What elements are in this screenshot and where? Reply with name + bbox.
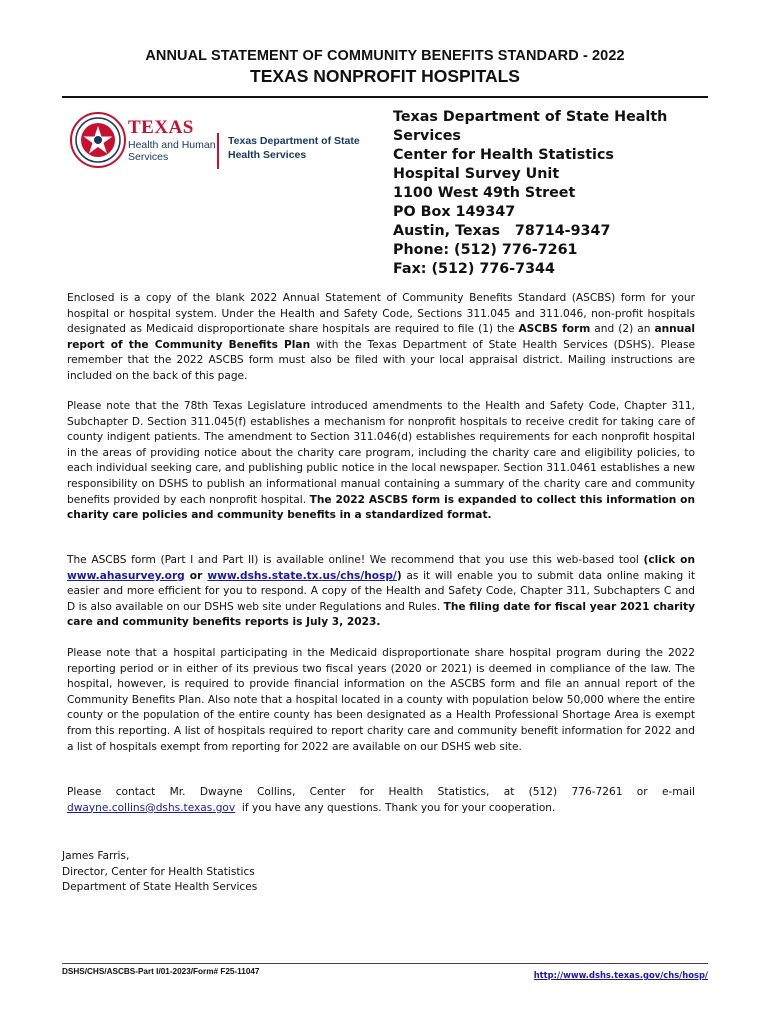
paragraph-compliance: Please note that a hospital participating in the Medicaid disproportionate share hospital program during the 2022 reporting period or in either of its previous two fiscal years (2020 or 2021) is deemed in compliance of the law. The hospital, however, is required to provide financial information on the ASCBS form and file an annual report of the Community Benefits Plan. Also note that a hospital located in a county with population below 50,000 where the entire county or the population of the entire county has been designated as a Health Professional Shortage Area is exempt from this reporting. A list of hospitals required to report charity care and community benefit information for 2022 and a list of hospitals exempt from reporting for 2022 are available on our DSHS web site. [67,647,695,753]
form-number: DSHS/CHS/ASCBS-Part I/01-2023/Form# F25-11047 [62,967,260,976]
address-line: Texas Department of State Health [393,109,668,125]
footer-divider [62,963,708,964]
logo-dshs-text: Texas Department of State Health Services [228,135,360,161]
paragraph-legislature: Please note that the 78th Texas Legislature introduced amendments to the Health and Safety Code, Chapter 311, Subchapter D. Section 311.045(f) establishes a mechanism for nonprofit hospitals to receive credit for taking care of county indigent patients. The amendment to Section 311.046(d) establishes requirements for each nonprofit hospital in the areas of providing notice about the charity care program, including the charity care and eligibility policies, to each individual seeking care, and publishing public notice in the local newspaper. Section 311.0461 establishes a new responsibility on DSHS to publish an informational manual containing a summary of the charity care and community benefits provided by each nonprofit hospital. The 2022 ASCBS form is expanded to collect this information on charity care policies and community benefits in a standardized format. [67,400,695,522]
logo-separator [217,133,219,169]
dshs-hosp-link[interactable]: www.dshs.state.tx.us/chs/hosp/ [207,569,397,582]
address-line: Phone: (512) 776-7261 [393,242,578,258]
footer-url [534,970,708,980]
address-line: PO Box 149347 [393,204,516,220]
header-divider [62,96,708,98]
address-line: 1100 West 49th Street [393,185,576,201]
logo-texas-text: TEXAS [128,117,194,138]
paragraph-online-form: The ASCBS form (Part I and Part II) is available online! We recommend that you use this web-based tool (click on www.ahasurvey.org or www.dshs.state.tx.us/chs/hosp/) as it will enable you to submit data online making it easier and more efficient for you to respond. A copy of the Health and Safety Code, Chapter 311, Subchapters C and D is also available on our DSHS web site under Regulations and Rules. The filing date for fiscal year 2021 charity care and community benefits reports is July 3, 2023. [67,554,695,629]
address-line: Center for Health Statistics [393,147,614,163]
signer-department: Department of State Health Services [62,881,258,894]
contact-email-link[interactable]: dwayne.collins@dshs.texas.gov [67,801,236,814]
paragraph-intro: Enclosed is a copy of the blank 2022 Annual Statement of Community Benefits Standard (ASCBS) form for your hospital or hospital system. Under the Health and Safety Code, Sections 311.045 and 311.046, non-profit hospitals designated as Medicaid disproportionate share hospitals are required to file (1) the ASCBS form and (2) an annual report of the Community Benefits Plan with the Texas Department of State Health Services (DSHS). Please remember that the 2022 ASCBS form must also be filed with your local appraisal district. Mailing instructions are included on the back of this page. [67,292,695,382]
document-header-line1: ANNUAL STATEMENT OF COMMUNITY BENEFITS STANDARD - 2022 [145,48,625,64]
logo-hhs-text: Health and Human Services [128,139,216,163]
footer-hosp-link[interactable]: http://www.dshs.texas.gov/chs/hosp/ [533,970,708,980]
address-line: Hospital Survey Unit [393,166,560,182]
ahasurvey-link[interactable]: www.ahasurvey.org [67,569,185,582]
signature-block [62,849,257,896]
address-line: Austin, Texas 78714-9347 [393,223,611,239]
texas-seal-icon [70,112,126,168]
address-line: Services [393,128,461,144]
address-line: Fax: (512) 776-7344 [393,261,555,277]
texas-hhs-dshs-logo [70,110,360,180]
paragraph-contact: Please contact Mr. Dwayne Collins, Center for Health Statistics, at (512) 776-7261 or e-mail dwayne.collins@dshs.texas.gov if you have any questions. Thank you for your cooperation. [67,786,695,814]
signer-name: James Farris, [62,850,130,862]
mailing-address-block [393,108,723,279]
signer-title: Director, Center for Health Statistics [62,865,255,878]
document-title: TEXAS NONPROFIT HOSPITALS [250,66,520,86]
